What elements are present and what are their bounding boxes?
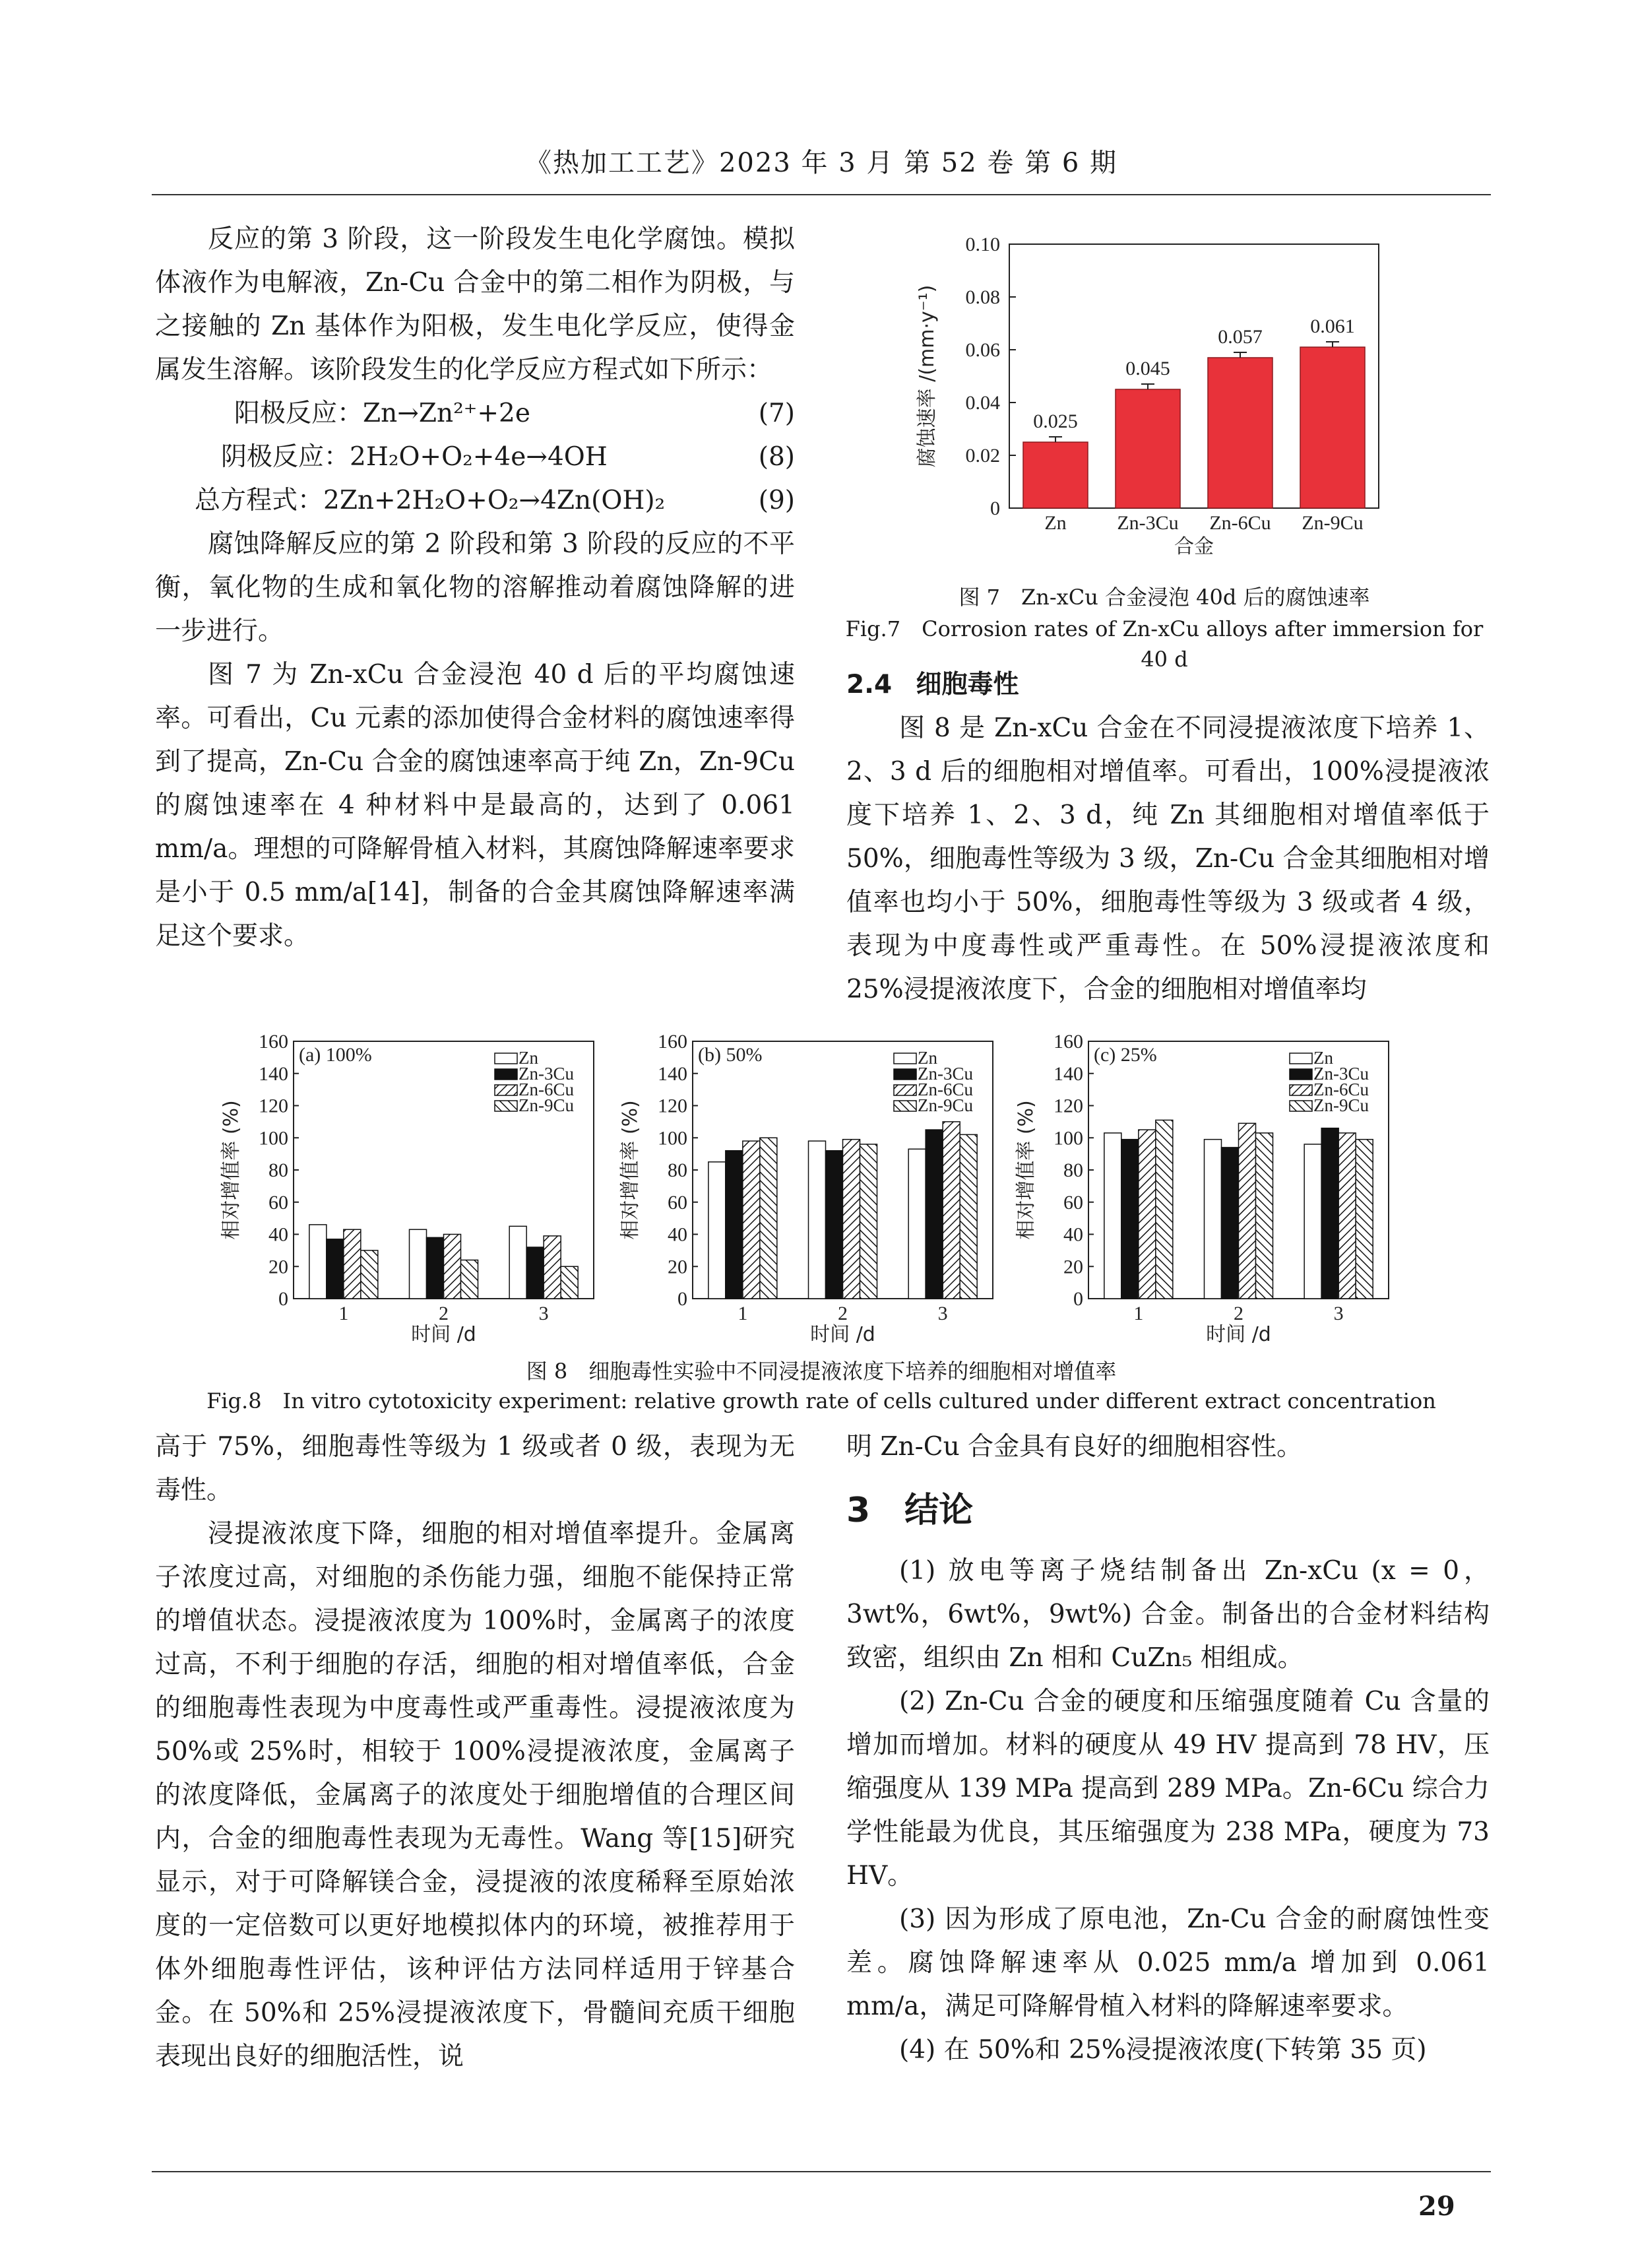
x-tick-label: 2 [838, 1303, 848, 1324]
y-tick-label: 100 [658, 1127, 687, 1150]
section-3-heading: 3 结论 [846, 1491, 974, 1530]
conclusion-2: (2) Zn-Cu 合金的硬度和压缩强度随着 Cu 含量的增加而增加。材料的硬度从 49 HV 提高到 78 HV，压缩强度从 139 MPa 提高到 289 MPa。Zn-6Cu 综合力学性能最为优良，其压缩强度为 238 MPa，硬度为 73 HV。 [846, 1687, 1490, 1891]
paragraph: 浸提液浓度下降，细胞的相对增值率提升。金属离子浓度过高，对细胞的杀伤能力强，细胞不能保持正常的增值状态。浸提液浓度为 100%时，金属离子的浓度过高，不利于细胞的存活，细胞的相对增值率低，合金的细胞毒性表现为中度毒性或严重毒性。浸提液浓度为 50%或 25%时，相较于 100%浸提液浓度，金属离子的浓度降低，金属离子的浓度处于细胞增值的合理区间内，合金的细胞毒性表现为无毒性。Wang 等[15]研究显示，对于可降解镁合金，浸提液的浓度稀释至原始浓度的一定倍数可以更好地模拟体内的环境，被推荐用于体外细胞毒性评估，该种评估方法同样适用于锌基合金。在 50%和 25%浸提液浓度下，骨髓间充质干细胞表现出良好的细胞活性，说 [155, 1519, 795, 2071]
data-label: 0.057 [1218, 326, 1263, 348]
header-rule [152, 194, 1491, 195]
y-tick-label: 60 [668, 1191, 687, 1214]
y-tick-label: 0 [278, 1288, 288, 1310]
y-tick-label: 20 [1063, 1256, 1083, 1278]
equation-number: (7) [758, 399, 795, 428]
y-axis-label: 相对增值率 (%) [1015, 1100, 1038, 1240]
figure-8-caption-cn: 图 8 细胞毒性实验中不同浸提液浓度下培养的细胞相对增值率 [526, 1359, 1117, 1384]
equation-text: 阳极反应：Zn→Zn²⁺+2e [234, 399, 530, 428]
x-tick-label: 1 [338, 1303, 349, 1324]
y-tick-label: 40 [268, 1223, 288, 1246]
panel-label: (a) 100% [299, 1044, 372, 1066]
x-axis-label: 时间 /d [810, 1323, 875, 1346]
data-label: 0.061 [1310, 315, 1355, 337]
legend-label: Zn [519, 1048, 538, 1068]
bar-zn-9cu [1356, 1140, 1373, 1299]
equation-8 [155, 436, 795, 479]
figure-7-caption-cn: 图 7 Zn-xCu 合金浸泡 40d 后的腐蚀速率 [959, 585, 1370, 610]
bar-zn [309, 1225, 327, 1299]
y-tick-label: 0.08 [965, 286, 1000, 308]
bar-zn-3cu [726, 1151, 743, 1299]
figure-8b-chart [617, 1029, 1013, 1366]
y-tick-label: 80 [668, 1159, 687, 1181]
y-tick-label: 0 [677, 1288, 687, 1310]
equation-text: 总方程式：2Zn+2H₂O+O₂→4Zn(OH)₂ [195, 486, 666, 515]
legend-label: Zn [918, 1048, 937, 1068]
y-tick-label: 120 [1054, 1095, 1083, 1117]
figure-8a-chart [218, 1029, 614, 1366]
journal-header: 《热加工工艺》2023 年 3 月 第 52 卷 第 6 期 [524, 148, 1118, 178]
equation-number: (9) [758, 486, 795, 515]
y-tick-label: 140 [259, 1062, 288, 1085]
y-tick-label: 0.04 [965, 392, 1000, 414]
equation-9 [155, 479, 795, 523]
section-number: 2.4 [846, 670, 893, 699]
section-2-4-heading [846, 663, 1490, 707]
bar-zn [509, 1226, 526, 1299]
bar [1023, 442, 1088, 508]
y-tick-label: 160 [658, 1031, 687, 1053]
conclusion-3: (3) 因为形成了原电池，Zn-Cu 合金的耐腐蚀性变差。腐蚀降解速率从 0.025 mm/a 增加到 0.061 mm/a，满足可降解骨植入材料的降解速率要求。 [846, 1904, 1490, 2021]
y-tick-label: 0 [1073, 1288, 1083, 1310]
x-tick-label: 1 [1133, 1303, 1144, 1324]
footer-rule [152, 2171, 1491, 2172]
legend-label: Zn [1313, 1048, 1333, 1068]
legend-label: Zn-3Cu [519, 1064, 574, 1084]
legend-label: Zn-3Cu [918, 1064, 973, 1084]
equation-text: 阴极反应：2H₂O+O₂+4e→4OH [221, 442, 608, 472]
bar [1300, 347, 1365, 508]
bar-zn-9cu [1156, 1120, 1173, 1299]
y-tick-label: 140 [1054, 1062, 1083, 1085]
y-tick-label: 0.10 [965, 234, 1000, 255]
legend-swatch [894, 1101, 916, 1111]
y-tick-label: 140 [658, 1062, 687, 1085]
equation-7 [155, 392, 795, 436]
section-title: 细胞毒性 [916, 670, 1019, 699]
y-tick-label: 80 [268, 1159, 288, 1181]
legend-swatch [495, 1053, 517, 1064]
bar-zn-3cu [526, 1247, 544, 1299]
left-column-bottom [155, 1425, 795, 2079]
bar-zn-9cu [561, 1266, 578, 1299]
bar-zn-9cu [760, 1138, 777, 1299]
legend-swatch [894, 1069, 916, 1080]
data-label: 0.045 [1125, 358, 1170, 379]
y-tick-label: 80 [1063, 1159, 1083, 1181]
bar-zn-6cu [1139, 1130, 1156, 1299]
figure-8-caption-en: Fig.8 In vitro cytotoxicity experiment: relative growth rate of cells cultured under different extract concentration [206, 1388, 1436, 1413]
panel-label: (b) 50% [698, 1044, 763, 1066]
page-number: 29 [1418, 2191, 1455, 2222]
bar-zn-6cu [344, 1229, 361, 1299]
conclusion-1: (1) 放电等离子烧结制备出 Zn-xCu (x = 0，3wt%，6wt%，9wt%) 合金。制备出的合金材料结构致密，组织由 Zn 相和 CuZn₅ 相组成。 [846, 1556, 1490, 1673]
x-tick-label: Zn-9Cu [1302, 512, 1364, 534]
legend-label: Zn-9Cu [918, 1095, 973, 1115]
legend-swatch [1290, 1069, 1312, 1080]
y-tick-label: 40 [1063, 1223, 1083, 1246]
y-tick-label: 0.02 [965, 445, 1000, 467]
y-tick-label: 120 [259, 1095, 288, 1117]
paragraph: 图 7 为 Zn-xCu 合金浸泡 40 d 后的平均腐蚀速率。可看出，Cu 元素的添加使得合金材料的腐蚀速率得到了提高，Zn-Cu 合金的腐蚀速率高于纯 Zn，Zn-9Cu 的腐蚀速率在 4 种材料中是最高的，达到了 0.061 mm/a。理想的可降解骨植入材料，其腐蚀降解速率要求是小于 0.5 mm/a[14]，制备的合金其腐蚀降解速率满足这个要求。 [155, 660, 795, 951]
legend-label: Zn-9Cu [519, 1095, 574, 1115]
x-tick-label: Zn [1044, 512, 1067, 534]
bar-zn-3cu [427, 1237, 444, 1299]
x-tick-label: 3 [937, 1303, 948, 1324]
bar-zn-6cu [943, 1122, 960, 1299]
y-tick-label: 20 [268, 1256, 288, 1278]
paragraph: 明 Zn-Cu 合金具有良好的细胞相容性。 [846, 1432, 1303, 1462]
data-label: 0.025 [1033, 410, 1078, 432]
bar-zn-9cu [1256, 1133, 1273, 1299]
legend-swatch [894, 1085, 916, 1095]
bar-zn-6cu [1239, 1123, 1256, 1299]
bar-zn-3cu [1222, 1148, 1239, 1299]
y-tick-label: 160 [259, 1031, 288, 1053]
bar-zn [410, 1229, 427, 1299]
legend-label: Zn-3Cu [1313, 1064, 1369, 1084]
x-tick-label: 3 [538, 1303, 549, 1324]
y-axis-label: 腐蚀速率 /(mm·y⁻¹) [916, 284, 939, 468]
y-tick-label: 120 [658, 1095, 687, 1117]
bar-zn-6cu [843, 1140, 860, 1299]
bar-zn [908, 1149, 926, 1299]
legend-label: Zn-6Cu [918, 1080, 973, 1099]
bar-zn [1205, 1140, 1222, 1299]
figure-8c-chart [1013, 1029, 1408, 1366]
bar-zn-3cu [1121, 1140, 1139, 1299]
bar-zn-3cu [327, 1239, 344, 1299]
legend-swatch [894, 1053, 916, 1064]
y-tick-label: 60 [1063, 1191, 1083, 1214]
right-column-bottom [846, 1425, 1490, 2072]
x-axis-label: 时间 /d [1206, 1323, 1271, 1346]
bar-zn [1104, 1133, 1121, 1299]
right-column-top [846, 663, 1490, 1012]
y-tick-label: 0.06 [965, 339, 1000, 361]
bar-zn-9cu [860, 1144, 877, 1299]
legend-swatch [1290, 1101, 1312, 1111]
paragraph: 腐蚀降解反应的第 2 阶段和第 3 阶段的反应的不平衡，氧化物的生成和氧化物的溶解推动着腐蚀降解的进一步进行。 [155, 529, 795, 646]
x-tick-label: 2 [439, 1303, 449, 1324]
y-tick-label: 160 [1054, 1031, 1083, 1053]
bar-zn-6cu [743, 1141, 760, 1299]
legend-label: Zn-6Cu [1313, 1080, 1369, 1099]
x-tick-label: 2 [1234, 1303, 1243, 1324]
x-tick-label: Zn-6Cu [1209, 512, 1271, 534]
bar-zn-6cu [544, 1236, 561, 1299]
bar-zn-9cu [960, 1134, 977, 1299]
y-axis-label: 相对增值率 (%) [220, 1100, 243, 1240]
bar-zn [809, 1141, 826, 1299]
bar-zn-6cu [444, 1235, 461, 1299]
left-column-top [155, 218, 795, 958]
figure-7-chart [910, 228, 1399, 577]
x-tick-label: Zn-3Cu [1117, 512, 1179, 534]
bar [1208, 358, 1273, 508]
legend-label: Zn-9Cu [1313, 1095, 1369, 1115]
x-tick-label: 1 [738, 1303, 748, 1324]
legend-swatch [495, 1101, 517, 1111]
panel-label: (c) 25% [1094, 1044, 1157, 1066]
paragraph: 反应的第 3 阶段，这一阶段发生电化学腐蚀。模拟体液作为电解液，Zn-Cu 合金中的第二相作为阴极，与之接触的 Zn 基体作为阳极，发生电化学反应，使得金属发生溶解。该阶段发生的化学反应方程式如下所示： [155, 224, 795, 385]
y-tick-label: 20 [668, 1256, 687, 1278]
bar-zn [708, 1162, 726, 1299]
bar-zn [1304, 1144, 1321, 1299]
legend-swatch [1290, 1053, 1312, 1064]
bar [1116, 389, 1180, 508]
conclusion-4: (4) 在 50%和 25%浸提液浓度(下转第 35 页) [899, 2035, 1427, 2065]
x-tick-label: 3 [1333, 1303, 1344, 1324]
bar-zn-9cu [361, 1250, 378, 1299]
y-tick-label: 100 [259, 1127, 288, 1150]
legend-swatch [495, 1085, 517, 1095]
y-tick-label: 0 [990, 498, 1000, 519]
bar-zn-3cu [826, 1151, 843, 1299]
equation-number: (8) [758, 442, 795, 472]
y-axis-label: 相对增值率 (%) [619, 1100, 642, 1240]
bar-zn-9cu [461, 1260, 478, 1299]
legend-swatch [495, 1069, 517, 1080]
x-axis-label: 合金 [1174, 535, 1214, 558]
y-tick-label: 40 [668, 1223, 687, 1246]
bar-zn-3cu [1321, 1128, 1338, 1299]
y-tick-label: 60 [268, 1191, 288, 1214]
paragraph: 高于 75%，细胞毒性等级为 1 级或者 0 级，表现为无毒性。 [155, 1432, 795, 1505]
paragraph: 图 8 是 Zn-xCu 合金在不同浸提液浓度下培养 1、2、3 d 后的细胞相对增值率。可看出，100%浸提液浓度下培养 1、2、3 d，纯 Zn 其细胞相对增值率低于 50%，细胞毒性等级为 3 级，Zn-Cu 合金其细胞相对增值率也均小于 50%，细胞毒性等级为 3 级或者 4 级，表现为中度毒性或严重毒性。在 50%浸提液浓度和 25%浸提液浓度下，合金的细胞相对增值率均 [846, 713, 1490, 1004]
bar-zn-6cu [1338, 1133, 1356, 1299]
legend-swatch [1290, 1085, 1312, 1095]
figure-7-caption-en: Fig.7 Corrosion rates of Zn-xCu alloys after immersion for 40 d [845, 616, 1484, 672]
legend-label: Zn-6Cu [519, 1080, 574, 1099]
y-tick-label: 100 [1054, 1127, 1083, 1150]
x-axis-label: 时间 /d [411, 1323, 476, 1346]
bar-zn-3cu [926, 1130, 943, 1299]
